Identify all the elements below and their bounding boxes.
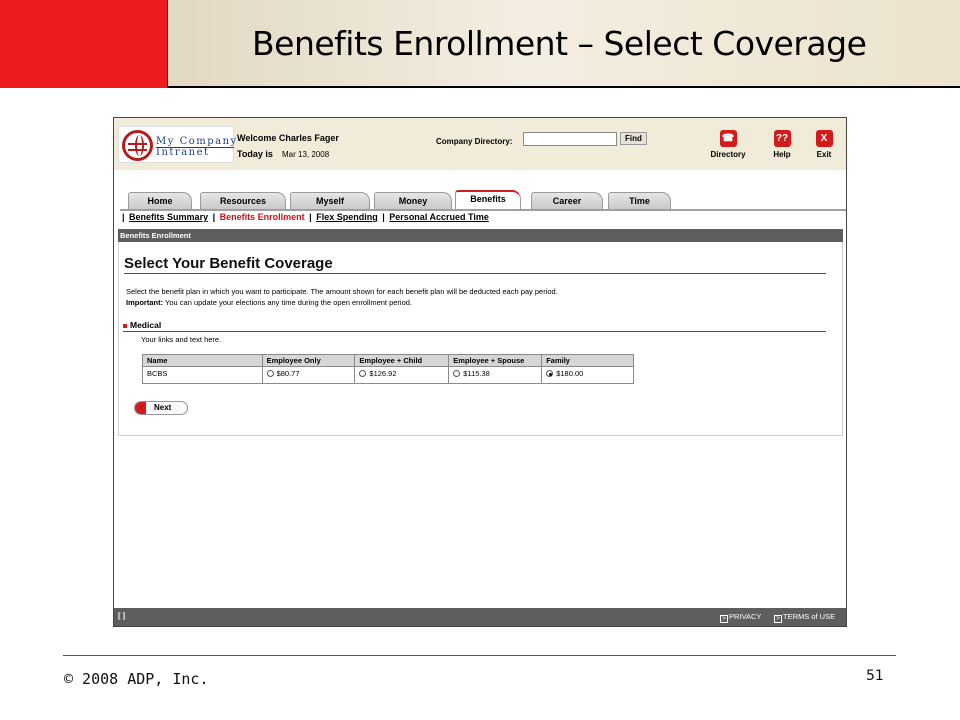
col-employee-only: Employee Only (262, 355, 355, 367)
table-header-row (143, 355, 634, 367)
footer-bracket: [ ] (118, 611, 126, 620)
logo-line2: Intranet (156, 147, 210, 158)
col-employee-child: Employee + Child (355, 355, 449, 367)
exit-label: Exit (816, 150, 832, 159)
globe-icon (122, 130, 153, 161)
arrow-icon: > (774, 615, 782, 623)
subnav-benefits-enrollment[interactable]: Benefits Enrollment (219, 212, 305, 222)
benefits-subnav: | Benefits Summary | Benefits Enrollment | Flex Spending | Personal Accrued Time (122, 212, 489, 222)
radio-employee-only[interactable] (267, 370, 274, 377)
slide-header (0, 0, 960, 88)
subnav-flex-spending[interactable]: Flex Spending (316, 212, 378, 222)
intranet-window (113, 117, 847, 627)
slide-title: Benefits Enrollment – Select Coverage (252, 24, 867, 63)
today-label: Today is (237, 149, 273, 159)
important-text: You can update your elections any time during the open enrollment period. (165, 298, 413, 307)
privacy-link[interactable] (720, 612, 761, 623)
logo-line1: My Company (156, 136, 238, 147)
help-label: Help (773, 150, 791, 159)
links-placeholder-text: Your links and text here. (141, 335, 222, 344)
col-family: Family (542, 355, 634, 367)
enrollment-content (118, 242, 843, 436)
option-family[interactable] (542, 367, 634, 384)
subnav-personal-accrued-time[interactable]: Personal Accrued Time (389, 212, 489, 222)
title-divider (124, 273, 826, 274)
terms-link[interactable] (774, 612, 835, 623)
next-button-cap (135, 402, 146, 415)
directory-button[interactable] (703, 130, 753, 159)
phone-icon: ☎ (720, 130, 737, 147)
bullet-icon (123, 324, 127, 328)
find-button[interactable]: Find (620, 132, 647, 145)
app-footer (114, 608, 846, 626)
help-icon: ?? (774, 130, 791, 147)
important-note (126, 298, 412, 307)
today-date: Mar 13, 2008 (282, 150, 330, 159)
next-button[interactable] (134, 401, 188, 415)
terms-label: TERMS of USE (783, 612, 836, 621)
plan-name: BCBS (143, 367, 263, 384)
tab-time[interactable]: Time (608, 192, 671, 209)
table-row (143, 367, 634, 384)
tab-benefits[interactable]: Benefits (455, 190, 521, 209)
red-accent-block (0, 0, 168, 88)
arrow-icon: > (720, 615, 728, 623)
price-employee-child: $126.92 (369, 369, 397, 378)
price-employee-only: $80.77 (276, 369, 300, 378)
exit-icon: X (816, 130, 833, 147)
footer-divider (63, 655, 896, 656)
medical-divider (123, 331, 826, 332)
copyright-text: © 2008 ADP, Inc. (64, 670, 209, 688)
privacy-label: PRIVACY (729, 612, 762, 621)
page-number: 51 (866, 668, 884, 684)
company-logo[interactable] (118, 126, 238, 163)
tab-myself[interactable]: Myself (290, 192, 370, 209)
directory-label: Company Directory: (436, 137, 513, 146)
exit-button[interactable] (799, 130, 847, 159)
col-employee-spouse: Employee + Spouse (449, 355, 542, 367)
tab-home[interactable]: Home (128, 192, 192, 209)
page-title: Select Your Benefit Coverage (124, 255, 333, 272)
app-header (114, 118, 846, 170)
tab-career[interactable]: Career (531, 192, 603, 209)
next-label: Next (154, 403, 172, 412)
price-family: $180.00 (556, 369, 584, 378)
price-employee-spouse: $115.38 (463, 369, 490, 378)
important-label: Important: (126, 298, 164, 307)
col-name: Name (143, 355, 263, 367)
welcome-text: Welcome Charles Fager (237, 133, 339, 143)
radio-employee-spouse[interactable] (453, 370, 460, 377)
section-header: Benefits Enrollment (118, 229, 843, 242)
radio-employee-child[interactable] (359, 370, 366, 377)
tab-resources[interactable]: Resources (200, 192, 286, 209)
directory-search-input[interactable] (523, 132, 617, 146)
subnav-benefits-summary[interactable]: Benefits Summary (129, 212, 209, 222)
medical-heading-label: Medical (130, 320, 162, 330)
option-employee-child[interactable] (355, 367, 449, 384)
directory-label: Directory (710, 150, 746, 159)
tab-divider (120, 209, 846, 211)
option-employee-only[interactable] (262, 367, 355, 384)
medical-plan-table (142, 354, 634, 384)
medical-heading (123, 320, 161, 330)
instruction-text: Select the benefit plan in which you want to participate. The amount shown for each benefit plan will be deducted each pay period. (126, 287, 558, 296)
tab-money[interactable]: Money (374, 192, 452, 209)
radio-family[interactable] (546, 370, 553, 377)
option-employee-spouse[interactable] (449, 367, 542, 384)
